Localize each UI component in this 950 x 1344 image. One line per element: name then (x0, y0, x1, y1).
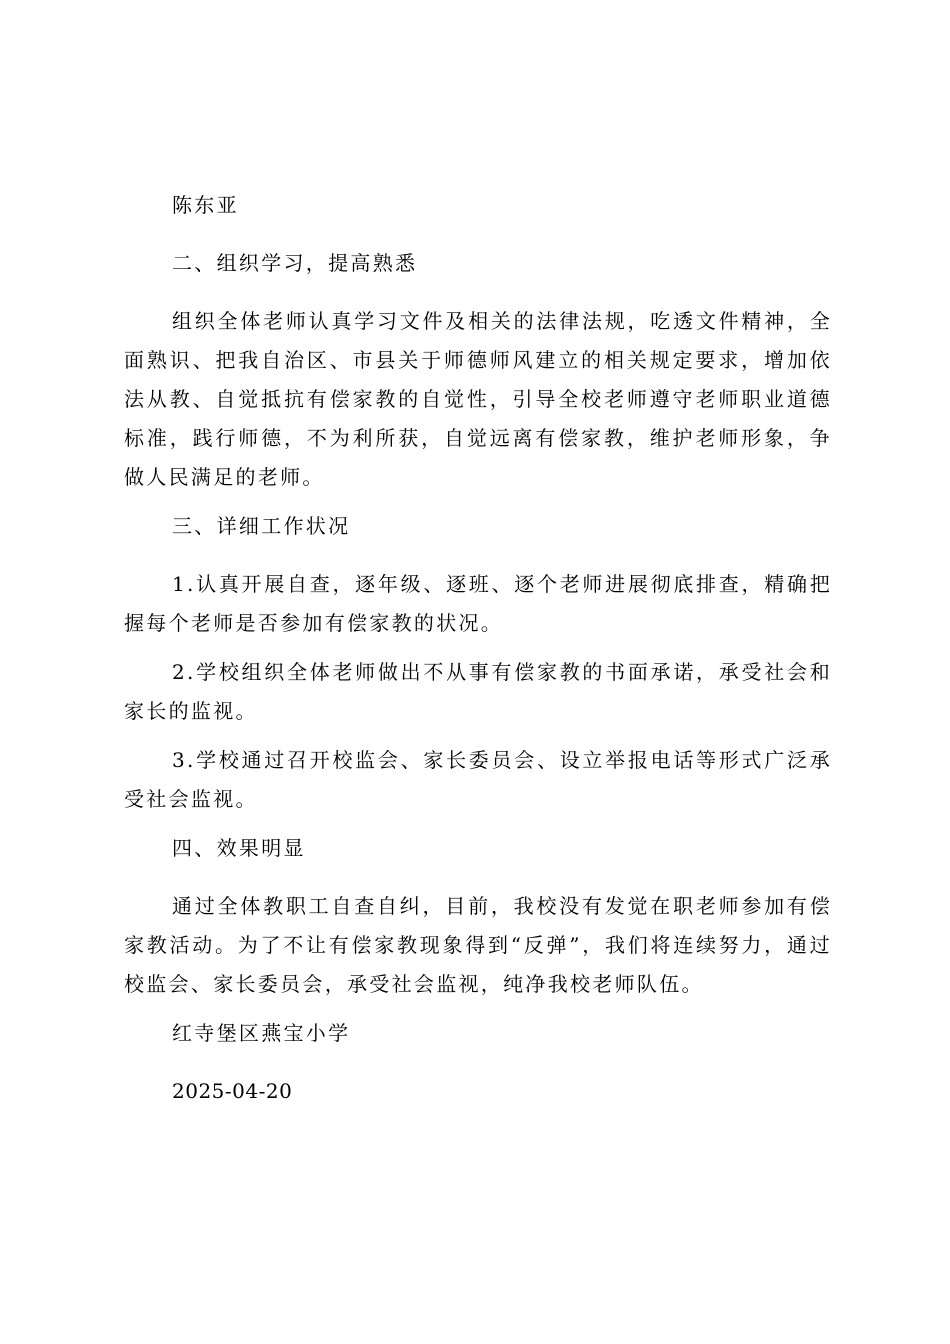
body-paragraph-study: 组织全体老师认真学习文件及相关的法律法规，吃透文件精神，全面熟识、把我自治区、市县关于师德师风建立的相关规定要求，增加依法从教、自觉抵抗有偿家教的自觉性，引导全校老师遵守老师职业道德标准，践行师德，不为利所获，自觉远离有偿家教，维护老师形象，争做人民满足的老师。 (124, 309, 832, 489)
list-item-2: 2.学校组织全体老师做出不从事有偿家教的书面承诺，承受社会和家长的监视。 (124, 660, 832, 723)
section-heading-2: 二、组织学习，提高熟悉 (172, 251, 418, 275)
body-paragraph-results: 通过全体教职工自查自纠，目前，我校没有发觉在职老师参加有偿家教活动。为了不让有偿家教现象得到“反弹”，我们将连续努力，通过校监会、家长委员会，承受社会监视，纯净我校老师队伍。 (124, 894, 832, 996)
section-heading-4: 四、效果明显 (172, 836, 306, 860)
list-item-3: 3.学校通过召开校监会、家长委员会、设立举报电话等形式广泛承受社会监视。 (124, 748, 832, 811)
document-date: 2025-04-20 (172, 1079, 293, 1103)
school-signature: 红寺堡区燕宝小学 (172, 1021, 351, 1045)
author-name: 陈东亚 (172, 193, 239, 217)
document-body (124, 186, 832, 1130)
section-heading-3: 三、详细工作状况 (172, 514, 351, 538)
list-item-1: 1.认真开展自查，逐年级、逐班、逐个老师进展彻底排查，精确把握每个老师是否参加有偿家教的状况。 (124, 572, 832, 635)
